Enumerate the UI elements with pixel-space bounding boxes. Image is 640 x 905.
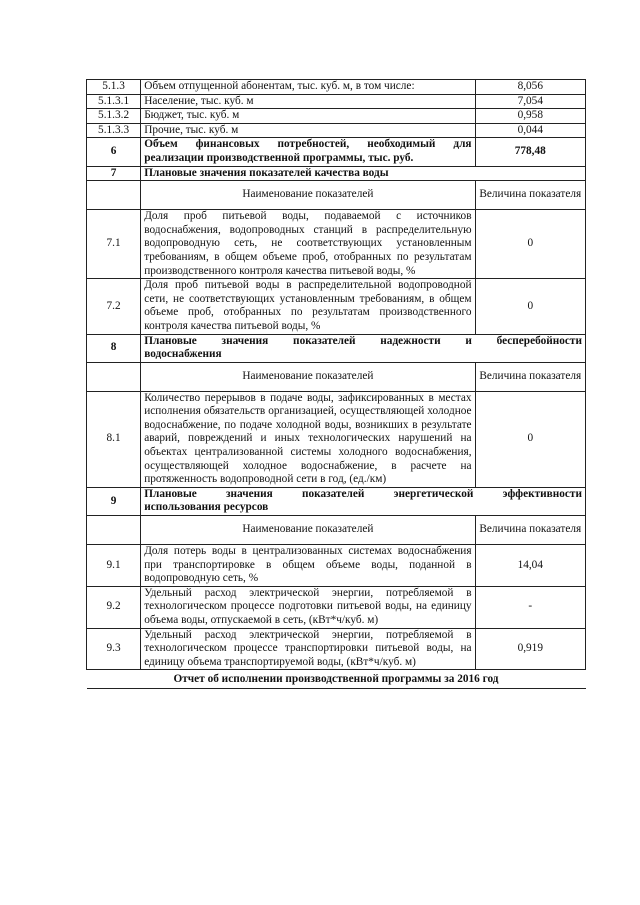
section-title: Плановые значения показателей качества воды — [141, 166, 586, 181]
table-row — [87, 80, 586, 95]
section-number: 8 — [87, 334, 141, 362]
section-title — [141, 487, 586, 515]
row-number: 5.1.3.3 — [87, 123, 141, 138]
table-row — [87, 628, 586, 670]
column-header-row — [87, 181, 586, 210]
empty-cell — [87, 516, 141, 545]
section-title-line1: Плановые значения показателей надежности и бесперебойности — [144, 334, 582, 347]
row-value: 0 — [475, 279, 585, 334]
section-value: 778,48 — [475, 138, 585, 166]
table-row — [87, 279, 586, 334]
column-header-row — [87, 362, 586, 391]
section-number: 9 — [87, 487, 141, 515]
row-value: 8,056 — [475, 80, 585, 95]
row-value: 0,044 — [475, 123, 585, 138]
row-number: 9.2 — [87, 586, 141, 628]
empty-cell — [87, 362, 141, 391]
table-row — [87, 586, 586, 628]
row-number: 5.1.3.2 — [87, 109, 141, 124]
header-name: Наименование показателей — [141, 362, 475, 391]
row-value: - — [475, 586, 585, 628]
table-row — [87, 545, 586, 587]
row-description: Удельный расход электрической энергии, потребляемой в технологическом процессе транспортировки питьевой воды, на единицу объема транспортируемой воды, (кВт*ч/куб. м) — [141, 628, 475, 670]
column-header-row — [87, 516, 586, 545]
header-value: Величина показателя — [475, 181, 585, 210]
row-number: 7.1 — [87, 210, 141, 279]
row-value: 0,919 — [475, 628, 585, 670]
row-value: 0 — [475, 391, 585, 487]
row-description: Бюджет, тыс. куб. м — [141, 109, 475, 124]
row-description: Доля потерь воды в централизованных системах водоснабжения при транспортировке в общем объеме воды, поданной в водопроводную сеть, % — [141, 545, 475, 587]
section-number: 7 — [87, 166, 141, 181]
row-number: 5.1.3 — [87, 80, 141, 95]
row-description: Прочие, тыс. куб. м — [141, 123, 475, 138]
section-description: Объем финансовых потребностей, необходимый для реализации производственной программы, тыс. руб. — [141, 138, 475, 166]
section-title-line1: Плановые значения показателей энергетической эффективности — [144, 487, 582, 500]
row-description: Объем отпущенной абонентам, тыс. куб. м, в том числе: — [141, 80, 475, 95]
section-7-title-row — [87, 166, 586, 181]
row-description: Доля проб питьевой воды в распределительной водопроводной сети, не соответствующих установленным требованиям, в общем объеме проб, отобранных по результатам производственного контроля качества питьевой воды, % — [141, 279, 475, 334]
section-title-line2: водоснабжения — [144, 348, 222, 361]
table-row — [87, 123, 586, 138]
row-number: 5.1.3.1 — [87, 94, 141, 109]
row-description: Население, тыс. куб. м — [141, 94, 475, 109]
table-row — [87, 94, 586, 109]
empty-cell — [87, 181, 141, 210]
table-row — [87, 391, 586, 487]
row-number: 9.1 — [87, 545, 141, 587]
program-table — [86, 79, 586, 689]
header-value: Величина показателя — [475, 516, 585, 545]
header-name: Наименование показателей — [141, 181, 475, 210]
header-value: Величина показателя — [475, 362, 585, 391]
header-name: Наименование показателей — [141, 516, 475, 545]
row-description: Доля проб питьевой воды, подаваемой с источников водоснабжения, водопроводных станций в распределительную водопроводную сеть, не соответствующих установленным требованиям, в общем объеме проб, отобранных по результатам производственного контроля качества питьевой воды, % — [141, 210, 475, 279]
footer-row — [87, 670, 586, 689]
section-title-line2: использования ресурсов — [144, 501, 269, 514]
row-value: 7,054 — [475, 94, 585, 109]
section-9-title-row — [87, 487, 586, 515]
row-value: 0 — [475, 210, 585, 279]
row-description: Удельный расход электрической энергии, потребляемой в технологическом процессе подготовки питьевой воды, на единицу объема воды, отпускаемой в сеть, (кВт*ч/куб. м) — [141, 586, 475, 628]
row-number: 7.2 — [87, 279, 141, 334]
row-value: 0,958 — [475, 109, 585, 124]
section-title — [141, 334, 586, 362]
row-value: 14,04 — [475, 545, 585, 587]
section-number: 6 — [87, 138, 141, 166]
section-6-row — [87, 138, 586, 166]
table-row — [87, 109, 586, 124]
row-description: Количество перерывов в подаче воды, зафиксированных в местах исполнения обязательств организацией, осуществляющей холодное водоснабжение, по подаче холодной воды, возникших в результате аварий, повреждений и иных технологических нарушений на объектах централизованной системы холодного водоснабжения, осуществляющей холодное водоснабжение, в расчете на протяженность водопроводной сети в год, (ед./км) — [141, 391, 475, 487]
table-row — [87, 210, 586, 279]
row-number: 8.1 — [87, 391, 141, 487]
section-8-title-row — [87, 334, 586, 362]
report-title: Отчет об исполнении производственной программы за 2016 год — [87, 670, 586, 689]
row-number: 9.3 — [87, 628, 141, 670]
